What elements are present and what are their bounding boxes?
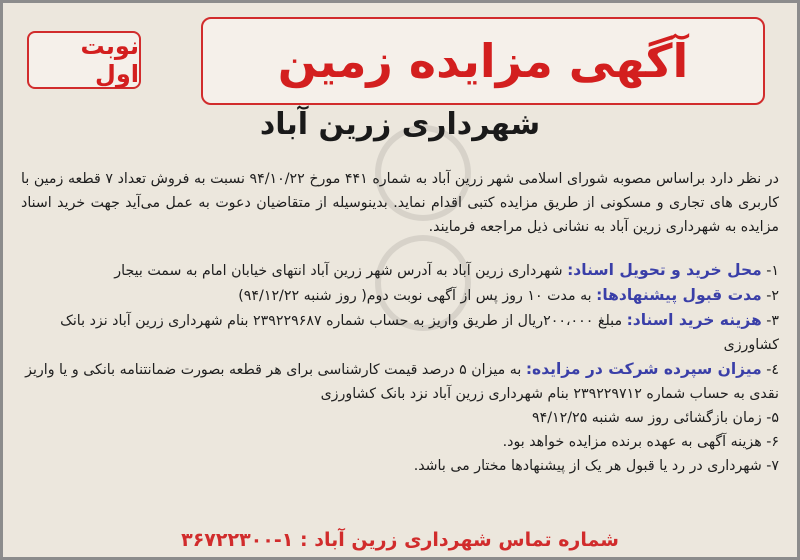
item-text: به میزان ۵ درصد قیمت کارشناسی برای هر قطعه بصورت ضمانتنامه بانکی و یا واریز نقدی به حساب شماره ۲۳۹۲۲۹۷۱۲ بنام شهرداری زرین آباد نزد بانک کشاورزی <box>25 362 779 402</box>
list-item <box>21 283 779 308</box>
conditions-list <box>21 258 779 478</box>
item-number: ۵- <box>766 410 779 426</box>
municipality-name: شهرداری زرین آباد <box>259 107 541 142</box>
list-item <box>21 308 779 357</box>
list-item <box>21 430 779 454</box>
item-number: ۱- <box>766 263 779 279</box>
item-number: ۳- <box>766 313 779 329</box>
contact-footer: شماره تماس شهرداری زرین آباد : ۱-۳۶۷۲۲۳۰۰ <box>181 529 619 551</box>
list-item <box>21 357 779 406</box>
item-number: ۲- <box>766 288 779 304</box>
item-text: شهرداری در رد یا قبول هر یک از پیشنهادها مختار می باشد. <box>413 458 762 474</box>
item-number: ۶- <box>766 434 779 450</box>
item-label: هزینه خرید اسناد: <box>626 311 762 329</box>
item-label: مدت قبول پیشنهادها: <box>596 286 762 304</box>
item-text: به مدت ۱۰ روز پس از آگهی نوبت دوم( روز شنبه ۹۴/۱۲/۲۲) <box>238 288 597 304</box>
item-number: ۷- <box>766 458 779 474</box>
item-text: شهرداری زرین آباد به آدرس شهر زرین آباد انتهای خیابان امام به سمت بیجار <box>114 263 568 279</box>
title-box <box>201 17 765 105</box>
item-text: هزینه آگهی به عهده برنده مزایده خواهد بود. <box>502 434 762 450</box>
list-item <box>21 406 779 430</box>
first-notice-badge <box>27 31 141 89</box>
badge-text: نوبت اول <box>80 32 139 88</box>
intro-paragraph <box>21 167 779 239</box>
item-text: مبلغ ۲۰۰،۰۰۰ریال از طریق واریز به حساب شماره ۲۳۹۲۲۹۶۸۷ بنام شهرداری زرین آباد نزد بانک کشاورزی <box>60 313 779 353</box>
item-number: ٤- <box>766 362 779 378</box>
list-item <box>21 258 779 283</box>
item-text: زمان بازگشائی روز سه شنبه ۹۴/۱۲/۲۵ <box>531 410 762 426</box>
item-label: محل خرید و تحویل اسناد: <box>567 261 762 279</box>
item-label: میزان سپرده شرکت در مزایده: <box>525 360 762 378</box>
ad-header <box>27 17 765 101</box>
ad-title: آگهی مزایده زمین <box>277 34 689 88</box>
intro-text: در نظر دارد براساس مصوبه شورای اسلامی شهر زرین آباد به شماره ۴۴۱ مورخ ۹۴/۱۰/۲۲ نسبت به فروش تعداد ۷ قطعه زمین با کاربری های تجاری و مسکونی از طریق مزایده کتبی اقدام نماید. بدینوسیله از متقاضیان دعوت به عمل می‌آید جهت خرید اسناد مزایده به شهرداری زرین آباد به نشانی ذیل مراجعه فرمایند. <box>21 171 779 235</box>
list-item <box>21 454 779 478</box>
